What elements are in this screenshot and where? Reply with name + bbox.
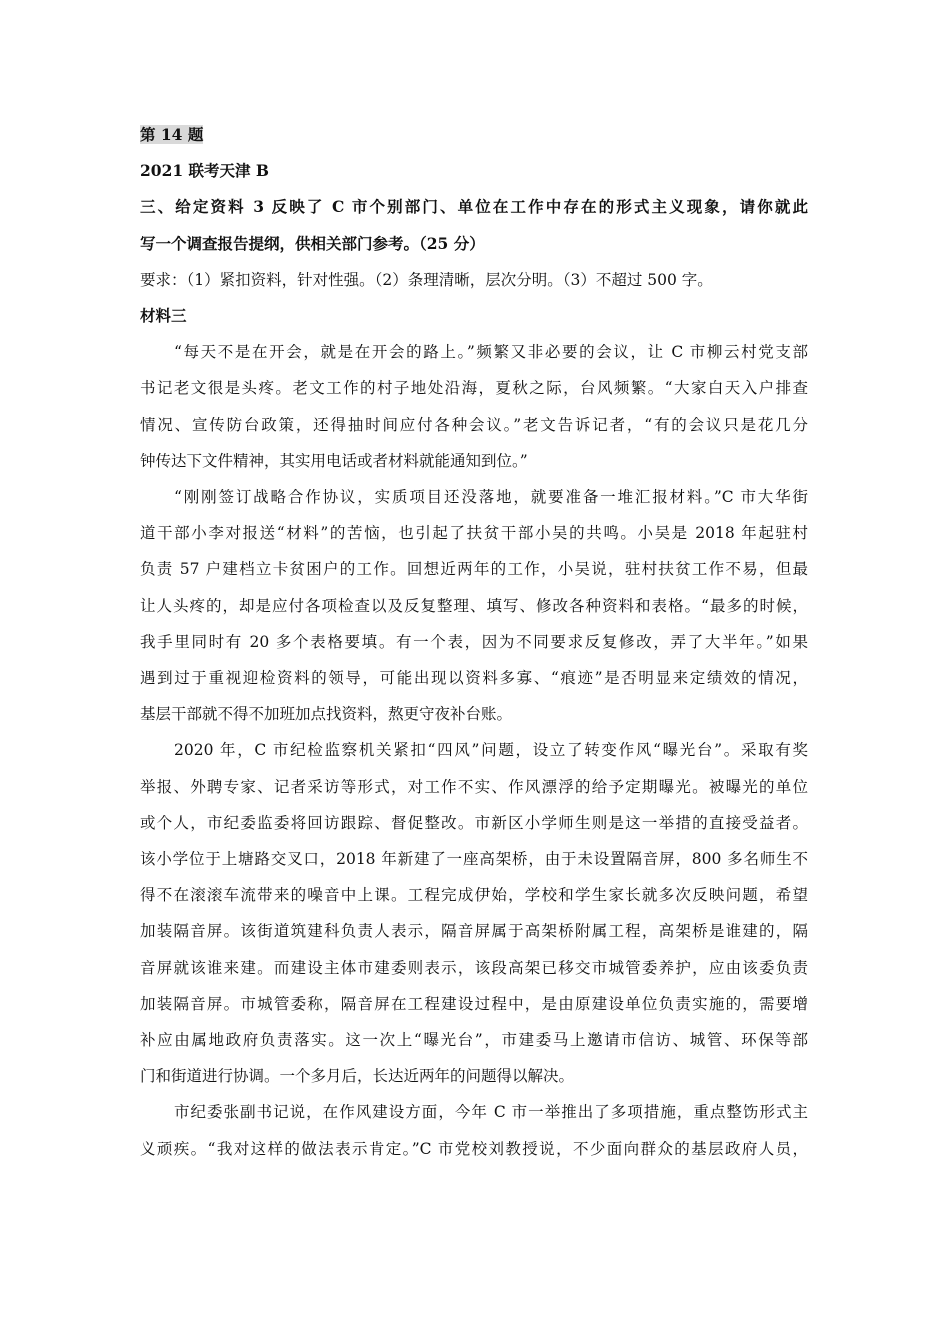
question-number-line — [140, 117, 808, 153]
paragraph-line: 音屏就该谁来建。而建设主体市建委则表示，该段高架已移交市城管委养护，应由该委负责 — [140, 958, 808, 977]
paragraph-4 — [140, 1094, 808, 1166]
paragraph-line: 书记老文很是头疼。老文工作的村子地处沿海，夏秋之际，台风频繁。“大家白天入户排查 — [140, 379, 808, 398]
paragraph-line: 钟传达下文件精神，其实用电话或者材料就能通知到位。” — [140, 451, 528, 470]
paragraph-line: 加装隔音屏。该街道筑建科负责人表示，隔音屏属于高架桥附属工程，高架桥是谁建的，隔 — [140, 922, 808, 941]
document-body — [140, 117, 808, 1167]
paragraph-line: 让人头疼的，却是应付各项检查以及反复整理、填写、修改各种资料和表格。“最多的时候， — [140, 596, 808, 615]
paragraph-line: “刚刚签订战略合作协议，实质项目还没落地，就要准备一堆汇报材料。”C 市大华街 — [174, 488, 808, 507]
paragraph-line: 遇到过于重视迎检资料的领导，可能出现以资料多寡、“痕迹”是否明显来定绩效的情况， — [140, 669, 808, 688]
paragraph-line: 或个人，市纪委监委将回访跟踪、督促整改。市新区小学师生则是这一举措的直接受益者。 — [140, 813, 808, 832]
material-heading: 材料三 — [140, 306, 187, 326]
paragraph-line: “每天不是在开会，就是在开会的路上。”频繁又非必要的会议，让 C 市柳云村党支部 — [174, 343, 808, 362]
paragraph-line: 得不在滚滚车流带来的噪音中上课。工程完成伊始，学校和学生家长就多次反映问题，希望 — [140, 886, 808, 905]
paragraph-line: 补应由属地政府负责落实。这一次上“曝光台”，市建委马上邀请市信访、城管、环保等部 — [140, 1031, 808, 1050]
paragraph-line: 该小学位于上塘路交叉口，2018 年新建了一座高架桥，由于未设置隔音屏，800 多名师生不 — [140, 850, 808, 869]
paragraph-2 — [140, 479, 808, 732]
question-number: 第 14 题 — [140, 125, 204, 144]
paragraph-line: 加装隔音屏。市城管委称，隔音屏在工程建设过程中，是由原建设单位负责实施的，需要增 — [140, 994, 808, 1013]
paragraph-line: 道干部小李对报送“材料”的苦恼，也引起了扶贫干部小吴的共鸣。小吴是 2018 年起驻村 — [140, 524, 808, 543]
paragraph-line: 我手里同时有 20 多个表格要填。有一个表，因为不同要求反复修改，弄了大半年。”如果 — [140, 632, 808, 651]
paragraph-line: 情况、宣传防台政策，还得抽时间应付各种会议。”老文告诉记者，“有的会议只是花几分 — [140, 415, 808, 434]
paragraph-line: 负责 57 户建档立卡贫困户的工作。回想近两年的工作，小吴说，驻村扶贫工作不易，但最 — [140, 560, 808, 579]
paragraph-1 — [140, 334, 808, 479]
requirements: 要求：（1）紧扣资料，针对性强。（2）条理清晰，层次分明。（3）不超过 500 字。 — [140, 270, 713, 289]
paragraph-line: 基层干部就不得不加班加点找资料，熬更守夜补台账。 — [140, 705, 513, 724]
paragraph-line: 2020 年，C 市纪检监察机关紧扣“四风”问题，设立了转变作风“曝光台”。采取有奖 — [174, 741, 808, 760]
paragraph-line: 举报、外聘专家、记者采访等形式，对工作不实、作风漂浮的给予定期曝光。被曝光的单位 — [140, 777, 808, 796]
paragraph-line: 门和街道进行协调。一个多月后，长达近两年的问题得以解决。 — [140, 1067, 575, 1086]
question-prompt-line-2: 写一个调查报告提纲，供相关部门参考。（25 分） — [140, 233, 485, 253]
paragraph-line: 市纪委张副书记说，在作风建设方面，今年 C 市一举推出了多项措施，重点整饬形式主 — [174, 1103, 808, 1122]
paragraph-3 — [140, 732, 808, 1094]
question-prompt-line-1: 三、给定资料 3 反映了 C 市个别部门、单位在工作中存在的形式主义现象，请你就此 — [140, 197, 808, 217]
paragraph-line: 义顽疾。“我对这样的做法表示肯定。”C 市党校刘教授说，不少面向群众的基层政府人员， — [140, 1139, 808, 1158]
question-source: 2021 联考天津 B — [140, 161, 270, 181]
